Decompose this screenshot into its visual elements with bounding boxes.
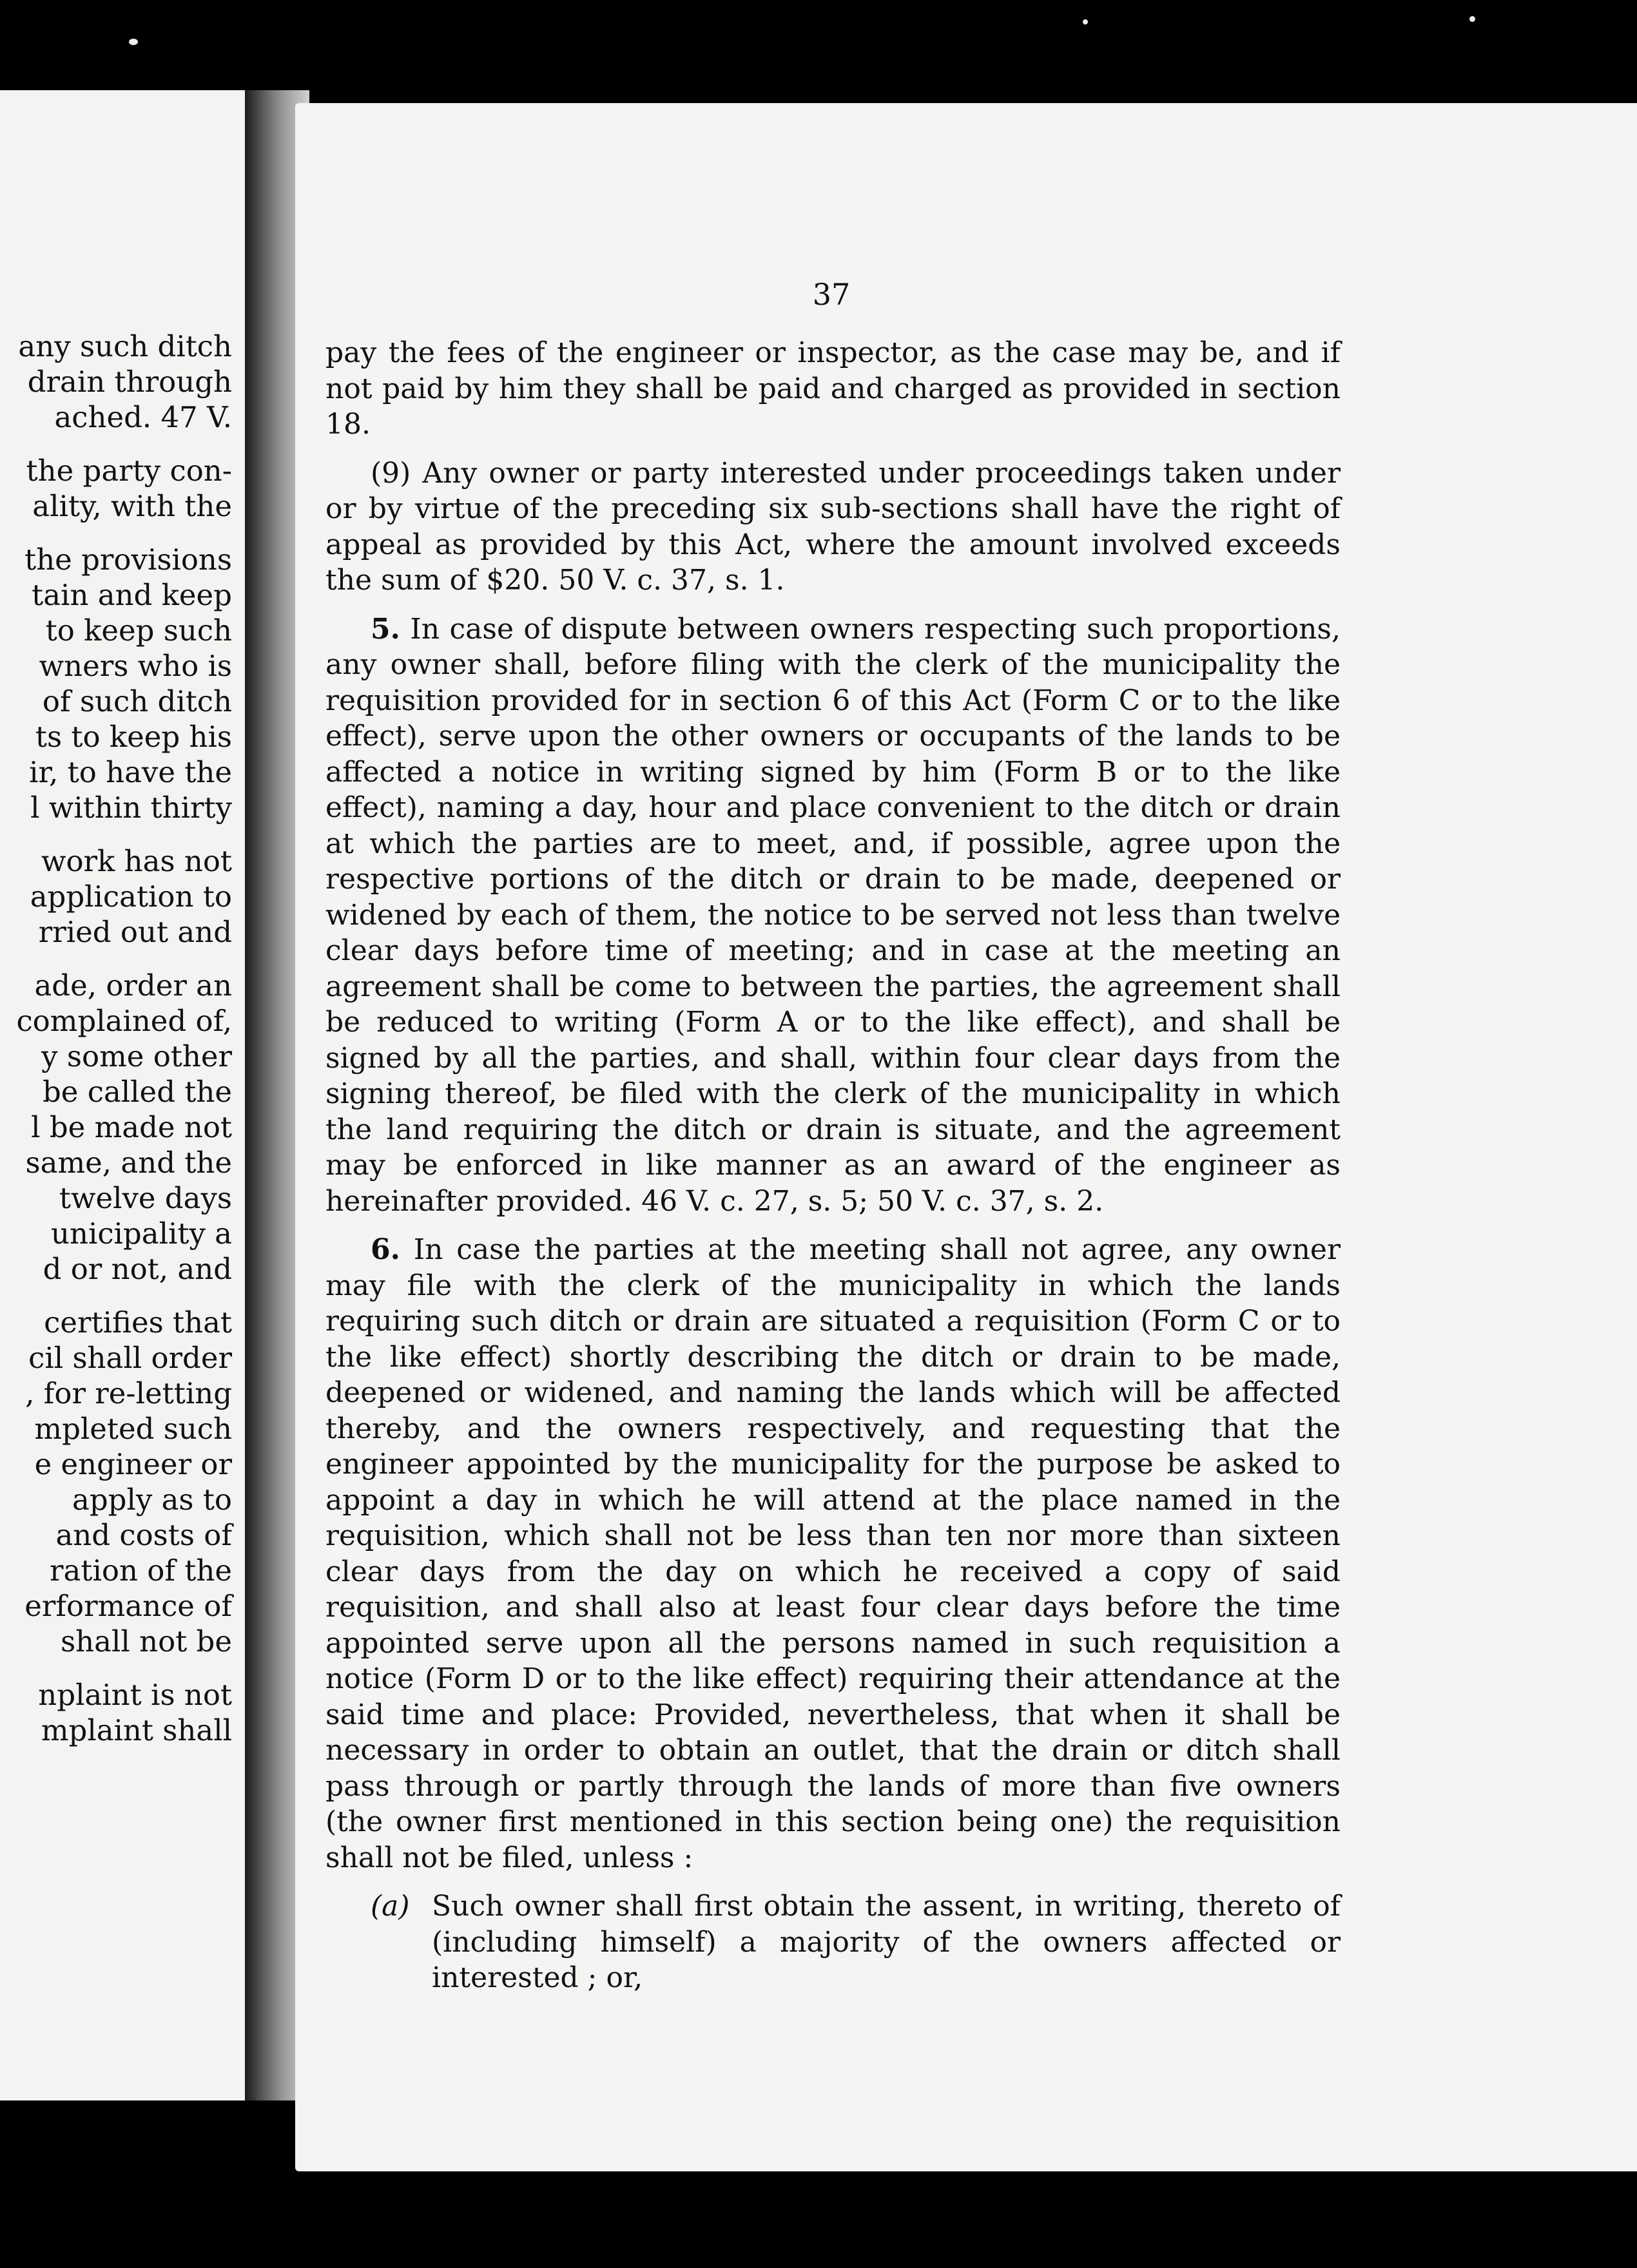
left-facing-page [0,90,245,2100]
section-text: In case the parties at the meeting shall not agree, any owner may file with the clerk of the municipality in which the lands requiring such ditch or drain are situated a requisition (Form C or to the like effect) shortly describing the ditch or drain to be made, deepened or widened, and naming the lands which will be affected thereby, and the owners respectively, and requesting that the engineer appointed by the municipality for the purpose be asked to appoint a day in which he will attend at the place named in the requisition, which shall not be less than ten nor more than sixteen clear days from the day on which he received a copy of said requisition, and shall also at least four clear days before the time appointed serve upon all the persons named in such requisition a notice (Form D or to the like effect) requiring their attendance at the said time and place: Provided, nevertheless, that when it shall be necessary in order to obtain an outlet, that the drain or ditch shall pass through or partly through the lands of more than five owners (the owner first mentioned in this section being one) the requisition shall not be filed, unless : [325,1233,1341,1874]
left-page-line: l be made not [31,1110,232,1144]
left-page-line: erformance of [24,1589,232,1623]
left-page-line: ached. 47 V. [54,400,232,434]
left-page-line: same, and the [25,1146,232,1180]
left-page-line: drain through [27,365,232,399]
section-number: 5. [371,612,400,646]
left-page-line: mplaint shall [41,1713,232,1747]
paragraph-section-5 [325,611,1341,1220]
left-page-line [0,1287,232,1305]
scan-speck [129,39,138,45]
left-page-line: l within thirty [30,791,232,825]
left-page-line: to keep such [45,613,232,648]
left-page-line: d or not, and [43,1252,232,1286]
clause-text: Such owner shall first obtain the assent, in writing, thereto of (including himself) a majority of the owners affected or interested ; or, [432,1890,1341,1994]
left-page-line: application to [30,879,232,914]
paragraph-subsection-9: (9) Any owner or party interested under proceedings taken under or by virtue of the preceding six sub-sections shall have the right of appeal as provided by this Act, where the amount involved exceeds the sum of $20. 50 V. c. 37, s. 1. [325,456,1341,597]
left-page-line: wners who is [39,649,232,683]
scan-speck [1083,19,1088,24]
page-number: 37 [812,277,851,312]
left-page-line: certifies that [44,1305,232,1340]
left-page-line [0,825,232,843]
section-text: In case of dispute between owners respecting such proportions, any owner shall, before filing with the clerk of the municipality the requisition provided for in section 6 of this Act (Form C or to the like effect), serve upon the other owners or occupants of the lands to be affected a notice in writing signed by him (Form B or to the like effect), naming a day, hour and place convenient to the ditch or drain at which the parties are to meet, and, if possible, agree upon the respective portions of the ditch or drain to be made, deepened or widened by each of them, the notice to be served not less than twelve clear days before time of meeting; and in case at the meeting an agreement shall be come to between the parties, the agreement shall be reduced to writing (Form A or to the like effect), and shall be signed by all the parties, and shall, within four clear days from the signing thereof, be filed with the clerk of the municipality in which the land requiring the ditch or drain is situate, and the agreement may be enforced in like manner as an award of the engineer as hereinafter provided. 46 V. c. 27, s. 5; 50 V. c. 37, s. 2. [325,612,1341,1218]
left-page-line: unicipality a [50,1216,232,1251]
left-page-line: and costs of [55,1518,232,1552]
paragraph-continuation: pay the fees of the engineer or inspector, as the case may be, and if not paid by him they shall be paid and charged as provided in section 18. [325,336,1341,441]
scan-speck [1469,16,1475,22]
left-page-line: mpleted such [34,1412,232,1446]
section-number: 6. [371,1233,400,1266]
left-page-line [0,435,232,453]
left-page-line: complained of, [16,1004,232,1038]
left-page-line: of such ditch [42,684,232,718]
clause-a [371,1888,1341,1996]
left-page-line: ade, order an [34,968,232,1003]
left-page-line: nplaint is not [38,1678,232,1712]
left-page-line: the provisions [24,543,232,577]
left-page-line: any such ditch [18,329,232,363]
clause-label: (a) [371,1890,410,1923]
left-page-line: apply as to [72,1483,232,1517]
left-page-line: ration of the [50,1553,232,1588]
left-page-line [0,524,232,542]
left-page-line: work has not [41,844,232,878]
left-page-line: y some other [41,1039,232,1073]
left-page-line [0,950,232,968]
left-page-line: ality, with the [32,489,232,523]
left-page-text [0,329,232,1748]
page-body [325,335,1341,1996]
left-page-line: , for re-letting [25,1376,232,1410]
left-page-line: e engineer or [34,1447,232,1481]
paragraph-section-6 [325,1232,1341,1876]
left-page-line: twelve days [59,1181,232,1215]
left-page-line: shall not be [61,1624,232,1658]
left-page-line: rried out and [38,915,232,949]
left-page-line: tain and keep [32,578,232,612]
left-page-line: be called the [43,1075,232,1109]
left-page-line [0,1659,232,1677]
left-page-line: the party con- [26,454,232,488]
left-page-line: cil shall order [28,1341,232,1375]
left-page-line: ir, to have the [29,755,232,789]
left-page-line: ts to keep his [35,720,232,754]
